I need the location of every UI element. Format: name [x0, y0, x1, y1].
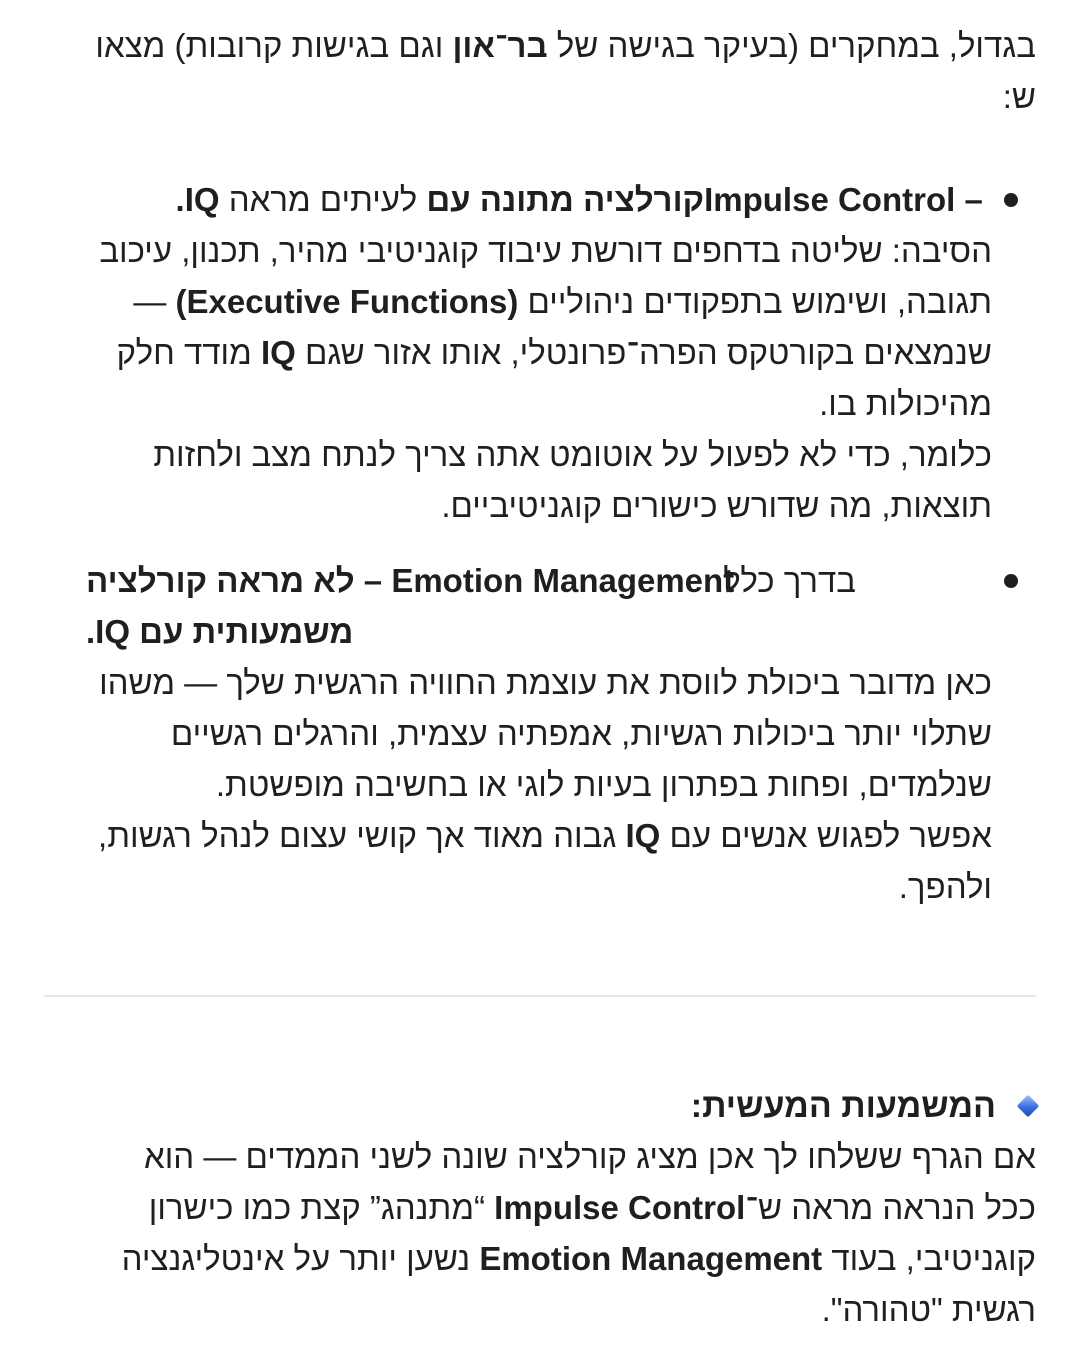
- emotion-title-he: לא מראה: [216, 562, 355, 599]
- emotion-line-2: משמעותית עם IQ.: [86, 613, 354, 650]
- bar-on-term: בר־און: [452, 27, 548, 64]
- emotion-management-item: [86, 555, 992, 912]
- practical-heading: [691, 1082, 1036, 1130]
- impulse-line-3: תגובה, ושימוש בתפקודים ניהוליים (Executive Functions) —: [133, 283, 992, 320]
- impulse-control-item: [86, 174, 992, 531]
- bullet-dot-impulse: [1004, 193, 1018, 207]
- section-divider: [44, 995, 1036, 997]
- intro-line-1: בגדול, במחקרים (בעיקר בגישה של בר־און וגם בגישות קרובות) מצאו: [95, 27, 1036, 64]
- emotion-title-en: Emotion Management: [391, 562, 735, 599]
- impulse-line-7: תוצאות, מה שדורש כישורים קוגניטיביים.: [441, 487, 992, 524]
- impulse-title-line: Impulse Control – קורלציה מתונה עם לעיתים מראה IQ.: [175, 181, 992, 218]
- intro-paragraph: [42, 20, 1036, 122]
- emotion-line-4: שתלוי יותר ביכולות רגשיות, אמפתיה עצמית, והרגלים רגשיים: [170, 715, 992, 752]
- emotion-line-5: שנלמדים, ופחות בפתרון בעיות לוגי או בחשיבה מופשטת.: [215, 766, 992, 803]
- intro-line-2: ש:: [1002, 78, 1036, 115]
- blue-diamond-icon: [1017, 1095, 1040, 1118]
- practical-line-4: רגשית "טהורה".: [821, 1291, 1036, 1328]
- impulse-line-4: שנמצאים בקורטקס הפרה־פרונטלי, אותו אזור שגם IQ מודד חלק: [116, 334, 992, 371]
- emotion-line-7: ולהפך.: [898, 868, 992, 905]
- bullet-dot-emotion: [1004, 574, 1018, 588]
- impulse-line-6: כלומר, כדי לא לפעול על אוטומט אתה צריך לנתח מצב ולחזות: [153, 436, 992, 473]
- practical-line-3: קוגניטיבי, בעוד Emotion Management נשען יותר על אינטליגנציה: [121, 1240, 1036, 1277]
- impulse-line-5: מהיכולות בו.: [819, 385, 992, 422]
- impulse-iq: IQ.: [175, 181, 220, 218]
- practical-heading-text: המשמעות המעשית:: [690, 1087, 996, 1125]
- practical-line-1: אם הגרף ששלחו לך אכן מציג קורלציה שונה לשני הממדים — הוא: [144, 1138, 1036, 1175]
- practical-line-2: ככל הנראה מראה ש־Impulse Control “מתנהג” קצת כמו כישרון: [148, 1189, 1036, 1226]
- impulse-title-he: קורלציה מתונה עם: [426, 181, 705, 218]
- emotion-title-line: בדרך כלל Emotion Management – לא מראה קורלציה: [86, 562, 856, 599]
- impulse-line-2: הסיבה: שליטה בדחפים דורשת עיבוד קוגניטיבי מהיר, תכנון, עיכוב: [99, 232, 992, 269]
- executive-functions-term: (Executive Functions): [175, 283, 519, 320]
- emotion-line-3: כאן מדובר ביכולת לווסת את עוצמת החוויה הרגשית שלך — משהו: [99, 664, 992, 701]
- impulse-title-en: Impulse Control: [704, 181, 956, 218]
- practical-paragraph: [42, 1131, 1036, 1335]
- emotion-line-6: אפשר לפגוש אנשים עם IQ גבוה מאוד אך קושי עצום לנהל רגשות,: [98, 817, 992, 854]
